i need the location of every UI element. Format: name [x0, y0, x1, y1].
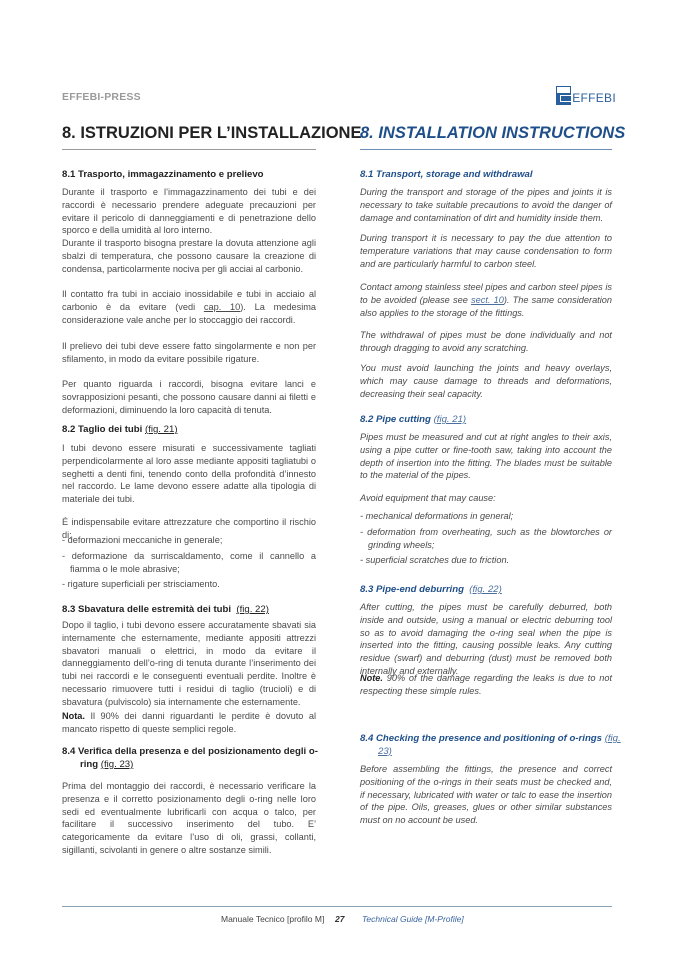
it-8-2-p2: É indispensabile evitare attrezzature che comportino il rischio di:: [62, 517, 316, 540]
brand-name: EFFEBI-PRESS: [62, 91, 141, 103]
it-p3-text: Il contatto fra tubi in acciaio inossidabile e tubi in acciaio al carbonio è da evitare (vedi: [62, 289, 316, 312]
it-8-4-p1: Prima del montaggio dei raccordi, è necessario verificare la presenza e il corretto posizionamento degli o-ring nelle loro sedi ed eventualmente lubrificarli con acqua o talco, per facilitare il successivo inserimento del tubo. E’ categoricamente da evitare l’uso di oli, grassi, collanti, sigillanti, scivolanti in genere o altre sostanze simili.: [62, 781, 316, 855]
it-heading-8-2: [62, 424, 316, 437]
en-8-1-p4: The withdrawal of pipes must be done individually and not through dragging to avoid any scratching.: [360, 330, 612, 353]
it-heading-8-3-text: 8.3 Sbavatura delle estremità dei tubi: [62, 604, 232, 615]
en-heading-8-2-text: 8.2 Pipe cutting: [360, 414, 431, 425]
list-item: - deformazioni meccaniche in generale;: [62, 534, 316, 547]
en-p3-text: Contact among stainless steel pipes and carbon steel pipes is to be avoided (please see: [360, 282, 612, 305]
it-p3-text-end: ). La medesima considerazione vale anche per lo stoccaggio dei raccordi.: [62, 301, 316, 325]
note-label: Nota.: [62, 711, 85, 721]
footer-divider: [62, 906, 612, 907]
en-8-2-p1: Pipes must be measured and cut at right angles to their axis, using a pipe cutter or fine-tooth saw, taking into account the depth of insertion into the fitting. The blades must be suitable to the material of the pipes.: [360, 432, 612, 481]
link-fig-22[interactable]: (fig. 22): [469, 584, 502, 595]
list-item: - superficial scratches due to friction.: [360, 554, 612, 567]
en-heading-8-4: [360, 733, 630, 759]
link-fig-21[interactable]: (fig. 21): [144, 424, 178, 435]
it-8-3-note: [62, 710, 316, 736]
note-text: Il 90% dei danni riguardanti le perdite è dovuto al mancato rispetto di queste semplici regole.: [62, 711, 316, 734]
it-8-1-p3: [62, 288, 316, 326]
en-heading-8-3-text: 8.3 Pipe-end deburring: [360, 584, 464, 595]
it-8-2-list: [62, 534, 316, 594]
link-sect-10[interactable]: sect. 10: [471, 294, 504, 305]
it-8-1-p1: Durante il trasporto e l’immagazzinamento dei tubi e dei raccordi è necessario prendere adeguate precauzioni per evitare il pericolo di danneggiamenti e di penetrazione dello sporco e della umidità al loro interno.: [62, 187, 316, 236]
note-label: Note.: [360, 673, 383, 683]
footer-guide-title: Technical Guide [M-Profile]: [362, 914, 464, 924]
effebi-logo: [556, 83, 616, 105]
en-heading-8-1: 8.1 Transport, storage and withdrawal: [360, 169, 533, 180]
en-8-1-p2: During transport it is necessary to pay the due attention to temperature variations that may cause condensation to form and are particularly harmful to carbon steel.: [360, 233, 612, 269]
link-fig-23[interactable]: (fig. 23): [378, 733, 621, 757]
it-heading-8-4-text: 8.4 Verifica della presenza e del posizionamento degli o-ring: [62, 746, 318, 770]
list-item: - rigature superficiali per strisciamento.: [62, 578, 316, 591]
it-8-1-p2: Durante il trasporto bisogna prestare la dovuta attenzione agli sbalzi di temperatura, che possono causare la creazione di condensa, particolarmente nociva per gli acciai al carbonio.: [62, 238, 316, 274]
note-text: 90% of the damage regarding the leaks is due to not respecting these simple rules.: [360, 673, 612, 696]
it-heading-8-3: [62, 604, 316, 617]
it-heading-8-4: [62, 746, 334, 772]
link-fig-21[interactable]: (fig. 21): [433, 414, 467, 425]
en-8-1-p1: During the transport and storage of the pipes and joints it is necessary to take suitable precautions to avoid the danger of damage and contamination of dirt and humidity inside them.: [360, 187, 612, 223]
logo-mark-icon: [556, 86, 571, 105]
footer-manual-title: Manuale Tecnico [profilo M]: [221, 914, 325, 924]
it-heading-8-1: 8.1 Trasporto, immagazzinamento e prelievo: [62, 169, 264, 180]
page-number: 27: [335, 914, 345, 924]
list-item: - deformazione da surriscaldamento, come il cannello a fiamma o le mole abrasive;: [62, 550, 316, 576]
list-item: - deformation from overheating, such as the blowtorches or grinding wheels;: [360, 526, 612, 552]
it-8-3-p1: Dopo il taglio, i tubi devono essere accuratamente sbavati sia internamente che esternamente, mediante appositi attrezzi sbavatori manuali o elettrici, in modo da evitare il danneggiamento dell’o-ring di tenuta durante l’inserimento dei tubi nei raccordi e le conseguenti eventuali perdite. Inoltre è necessario rimuovere tutti i residui di taglio (trucioli) e di sbavatura (pulviscolo) sia internamente che esternamente.: [62, 620, 316, 707]
en-8-2-p2: Avoid equipment that may cause:: [360, 493, 496, 503]
en-heading-8-4-text: 8.4 Checking the presence and positioning of o-rings: [360, 733, 603, 744]
en-8-3-p1: After cutting, the pipes must be carefully deburred, both inside and outside, using a manual or electric deburring tool so as to avoid damaging the o-ring seal when the pipe is inserted into the fitting, causing possible leaks. Any cutting residue (swarf) and deburring (dust) must be removed both internally and externally.: [360, 602, 612, 676]
en-heading-8-2: [360, 414, 612, 427]
en-heading-8-3: [360, 584, 612, 597]
it-8-1-p4: Il prelievo dei tubi deve essere fatto singolarmente e non per sfilamento, in modo da evitare possibile rigature.: [62, 341, 316, 364]
en-8-2-list: [360, 510, 612, 570]
it-heading-8-2-text: 8.2 Taglio dei tubi: [62, 424, 143, 435]
link-fig-23[interactable]: (fig. 23): [100, 758, 134, 770]
en-p3-text-end: ). The same consideration also applies to the storage of the fittings.: [360, 294, 612, 318]
it-8-2-p1: I tubi devono essere misurati e successivamente tagliati perpendicolarmente al loro asse mediante appositi tagliatubi o seghetti a denti fini, tenendo conto della profondità d’innesto nel raccordo. Le lame devono essere adatte alla tipologia di materiale dei tubi.: [62, 443, 316, 505]
en-8-3-note: [360, 672, 612, 698]
logo-text: EFFEBI: [572, 91, 616, 105]
en-8-1-p3: [360, 281, 612, 319]
page-title-italian: 8. ISTRUZIONI PER L’INSTALLAZIONE: [62, 124, 316, 150]
list-item: - mechanical deformations in general;: [360, 510, 612, 523]
page-title-english: 8. INSTALLATION INSTRUCTIONS: [360, 124, 612, 150]
link-fig-22[interactable]: (fig. 22): [236, 604, 269, 615]
it-8-1-p5: Per quanto riguarda i raccordi, bisogna evitare lanci e sovrapposizioni pesanti, che possono causare danni ai filetti e deformazioni, diminuendo la loro capacità di tenuta.: [62, 379, 316, 415]
link-cap-10[interactable]: cap. 10: [203, 301, 241, 312]
en-8-1-p5: You must avoid launching the joints and heavy overlays, which may cause damage to threads and deformations, decreasing their seal capacity.: [360, 363, 612, 399]
en-8-4-p1: Before assembling the fittings, the presence and correct positioning of the o-rings in their seats must be checked and, if necessary, lubricated with water or talc to ease the insertion of the pipe. Oils, greases, glues or other similar substances must on no account be used.: [360, 764, 612, 826]
